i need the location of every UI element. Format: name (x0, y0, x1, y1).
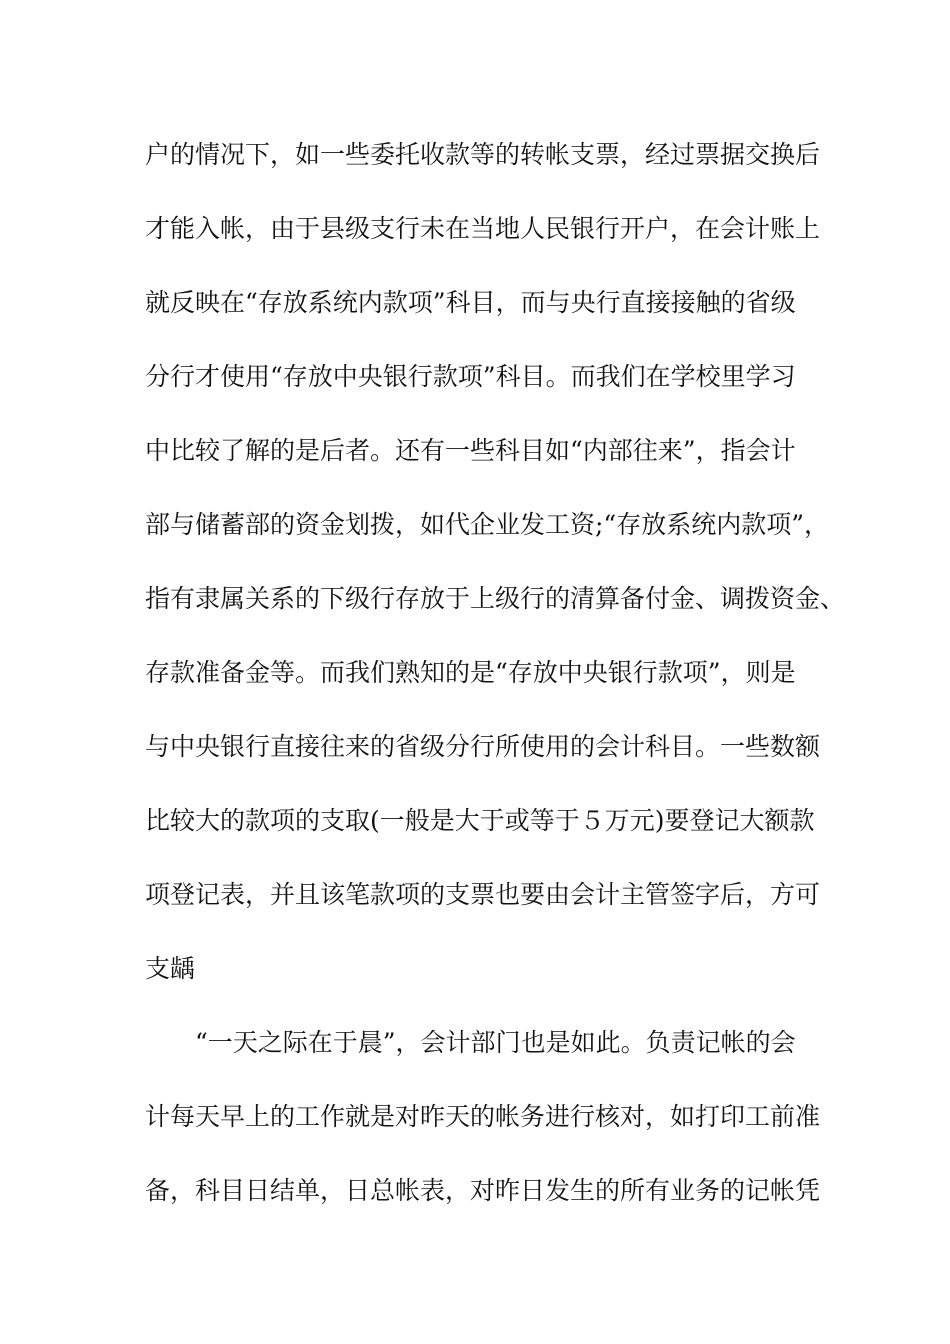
text-line: 中比较了解的是后者。还有一些科目如“内部往来”，指会计 (145, 436, 796, 465)
paragraph-first-line: “一天之际在于晨”，会计部门也是如此。负责记帐的会 (195, 1028, 796, 1057)
text-line: 存款准备金等。而我们熟知的是“存放中央银行款项”，则是 (145, 658, 796, 687)
text-line: 比较大的款项的支取(一般是大于或等于５万元)要登记大额款 (145, 806, 815, 835)
text-line: 计每天早上的工作就是对昨天的帐务进行核对，如打印工前准 (145, 1102, 821, 1131)
text-line: 才能入帐，由于县级支行未在当地人民银行开户，在会计账上 (145, 214, 821, 243)
document-body (145, 132, 846, 1242)
text-line: 部与储蓄部的资金划拨，如代企业发工资;“存放系统内款项”， (145, 510, 829, 539)
text-line: 就反映在“存放系统内款项”科目，而与央行直接接触的省级 (145, 288, 796, 317)
text-line: 备，科目日结单，日总帐表，对昨日发生的所有业务的记帐凭 (145, 1176, 821, 1205)
text-line: 分行才使用“存放中央银行款项”科目。而我们在学校里学习 (145, 362, 796, 391)
text-line: 指有隶属关系的下级行存放于上级行的清算备付金、调拨资金、 (145, 584, 846, 613)
text-line: 户的情况下，如一些委托收款等的转帐支票，经过票据交换后 (145, 140, 821, 169)
text-line: 项登记表，并且该笔款项的支票也要由会计主管签字后，方可 (145, 880, 821, 909)
text-line: 与中央银行直接往来的省级分行所使用的会计科目。一些数额 (145, 732, 821, 761)
text-line: 支龋 (145, 954, 196, 983)
